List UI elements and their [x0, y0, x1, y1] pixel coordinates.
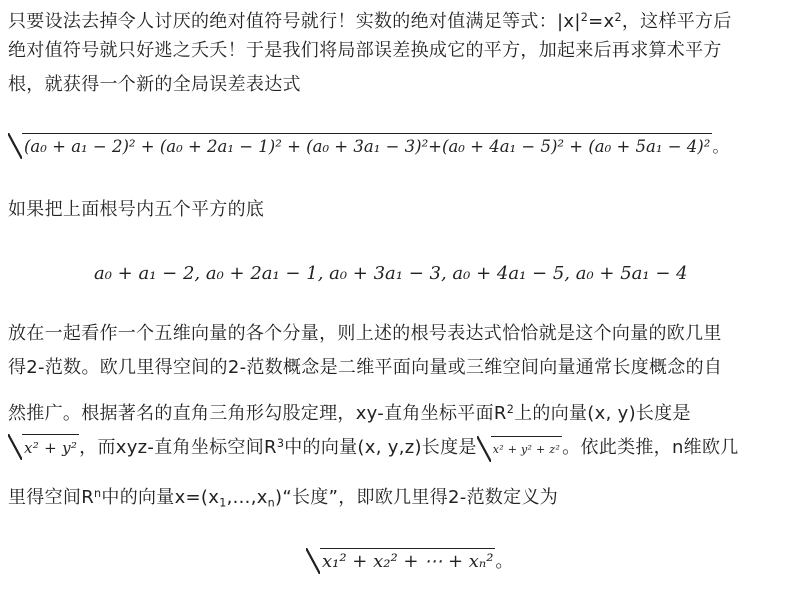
square-root	[306, 548, 495, 574]
text-segment: 只要设法去掉令人讨厌的绝对值符号就行！实数的绝对值满足等式：	[8, 11, 557, 33]
paragraph-3-line-1: 放在一起看作一个五维向量的各个分量，则上述的根号表达式恰恰就是这个向量的欧几里	[8, 323, 722, 344]
period: 。	[495, 551, 514, 572]
equation-rhs: =x	[588, 11, 615, 33]
square-root	[8, 133, 712, 159]
formula-vector-components: a₀ + a₁ − 2, a₀ + 2a₁ − 1, a₀ + 3a₁ − 3, a₀ + 4a₁ − 5, a₀ + 5a₁ − 4	[94, 263, 688, 284]
paragraph-1-line-3: 根，就获得一个新的全局误差表达式	[8, 74, 301, 95]
radicand: x² + y² + z²	[491, 436, 562, 462]
paragraph-2-line-1: 如果把上面根号内五个平方的底	[8, 199, 265, 220]
paragraph-1-line-1	[8, 6, 732, 34]
formula-euclidean-norm	[306, 548, 513, 574]
subscript: n	[267, 496, 276, 510]
square-root-xy	[8, 434, 79, 460]
text-segment: 然推广。根据著名的直角三角形勾股定理，xy-直角坐标平面R	[8, 403, 507, 425]
radicand: x₁² + x₂² + ⋯ + xₙ²	[320, 548, 495, 574]
radicand: (a₀ + a₁ − 2)² + (a₀ + 2a₁ − 1)² + (a₀ + 3a₁ − 3)²+(a₀ + 4a₁ − 5)² + (a₀ + 5a₁ − 4)²	[22, 133, 712, 159]
text-segment: 上的向量(x, y)长度是	[514, 403, 691, 425]
text-segment: 。依此类推，n维欧几	[562, 437, 739, 459]
text-segment: )“长度”，即欧几里得2-范数定义为	[275, 487, 559, 509]
paragraph-3-line-3	[8, 398, 691, 426]
text-segment: 中的向量x=(x	[101, 487, 220, 509]
exponent: n	[94, 487, 102, 500]
formula-global-error	[8, 133, 729, 159]
period: 。	[712, 137, 729, 156]
subscript: 1	[219, 496, 227, 510]
exponent: 2	[614, 11, 622, 24]
square-root-xyz	[477, 436, 562, 462]
exponent: 2	[506, 403, 515, 416]
paragraph-3-line-4	[8, 432, 739, 462]
text-segment: ,...,x	[226, 487, 268, 509]
exponent: 2	[580, 11, 589, 24]
paragraph-3-line-2: 得2-范数。欧几里得空间的2-范数概念是二维平面向量或三维空间向量通常长度概念的自	[8, 357, 723, 378]
text-segment: 中的向量(x, y,z)长度是	[284, 437, 477, 459]
abs-value-expression: |x|	[557, 11, 581, 33]
text-segment: ，这样平方后	[621, 11, 732, 33]
paragraph-3-line-5	[8, 482, 558, 515]
text-segment: 里得空间R	[8, 487, 95, 509]
exponent: 3	[276, 437, 285, 450]
radicand: x² + y²	[22, 434, 79, 460]
text-segment: ，而xyz-直角坐标空间R	[79, 437, 277, 459]
paragraph-1-line-2: 绝对值符号就只好逃之夭夭！于是我们将局部误差换成它的平方，加起来后再求算术平方	[8, 40, 722, 61]
